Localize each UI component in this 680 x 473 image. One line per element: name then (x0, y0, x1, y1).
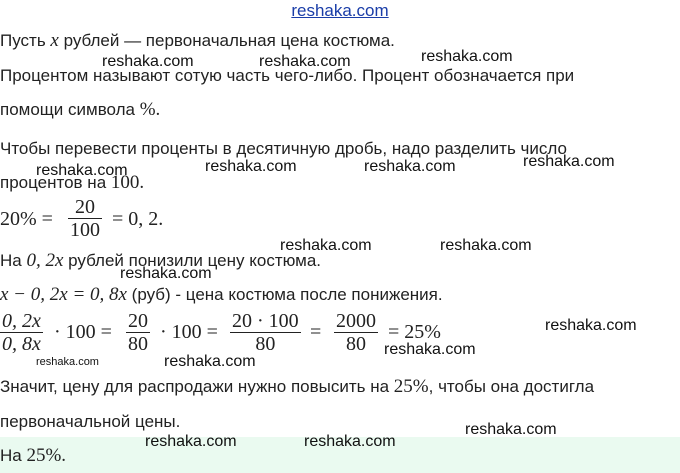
eq2-f3-numerator: 20 · 100 (232, 310, 299, 332)
watermark: reshaka.com (36, 162, 128, 179)
variable-x: x (50, 30, 59, 51)
watermark: reshaka.com (205, 158, 297, 175)
eq2-fraction-1 (0, 310, 43, 355)
intro-text-end: рублей — первоначальная цена костюма. (58, 31, 395, 50)
conclusion-text-start: Значит, цену для распродажи нужно повысить на (0, 377, 394, 396)
watermark: reshaka.com (120, 265, 212, 282)
eq2-op-3: = (310, 321, 322, 343)
eq2-fraction-4 (334, 310, 378, 355)
conclusion-line-end: первоначальной цены. (0, 412, 181, 431)
eq1-denominator: 100 (70, 219, 100, 241)
watermark: reshaka.com (384, 341, 476, 358)
percent-symbol-line (0, 100, 160, 120)
eq2-fraction-3 (230, 310, 301, 355)
hundred-value: 100. (110, 172, 145, 193)
eq2-fraction-2 (126, 310, 150, 355)
watermark: reshaka.com (259, 53, 351, 70)
new-price-text: (руб) - цена костюма после понижения. (126, 285, 443, 304)
new-price-expression: x − 0, 2x = 0, 8x (0, 284, 127, 305)
eq1-rhs: = 0, 2. (112, 208, 164, 230)
eq2-f4-numerator: 2000 (336, 310, 376, 332)
eq2-f1-denominator: 0, 8x (2, 333, 41, 355)
watermark: reshaka.com (421, 48, 513, 65)
site-link[interactable]: reshaka.com (291, 1, 389, 20)
watermark: reshaka.com (465, 421, 557, 438)
conclusion-line (0, 377, 594, 397)
eq2-f3-denominator: 80 (230, 332, 301, 355)
new-price-line (0, 285, 443, 305)
watermark: reshaka.com (145, 433, 237, 450)
eq2-op-2: · 100 = (160, 321, 218, 343)
answer-line (0, 446, 66, 466)
reduction-text-start: На (0, 251, 27, 270)
watermark: reshaka.com (280, 237, 372, 254)
answer-text: На (0, 446, 27, 465)
reduction-amount: 0, 2x (26, 250, 64, 271)
conclusion-text-end: , чтобы она достигла (428, 377, 595, 396)
answer-value: 25%. (26, 445, 67, 466)
watermark: reshaka.com (440, 237, 532, 254)
watermark: reshaka.com (545, 317, 637, 334)
eq2-op-1: · 100 = (54, 321, 112, 343)
eq2-f1-numerator: 0, 2x (2, 310, 41, 332)
watermark: reshaka.com (523, 153, 615, 170)
percent-symbol: %. (139, 99, 161, 120)
conversion-rule: Чтобы перевести проценты в десятичную дробь, надо разделить число (0, 139, 567, 158)
percent-definition: Процентом называют сотую часть чего-либо. Процент обозначается при (0, 66, 575, 85)
eq2-f4-denominator: 80 (334, 332, 378, 355)
watermark: reshaka.com (364, 158, 456, 175)
conversion-text: процентов на (0, 173, 111, 192)
intro-text-start: Пусть (0, 31, 51, 50)
eq2-f2-numerator: 20 (128, 310, 148, 332)
eq1-lhs: 20% = (0, 208, 53, 230)
reduction-text-end: рублей понизили цену костюма. (63, 251, 322, 270)
watermark: reshaka.com (36, 356, 99, 368)
watermark: reshaka.com (164, 353, 256, 370)
eq1-fraction (68, 196, 102, 241)
intro-line (0, 31, 395, 51)
eq2-result: = 25% (388, 321, 441, 343)
eq1-numerator: 20 (75, 196, 95, 218)
eq2-f2-denominator: 80 (128, 333, 148, 355)
conclusion-percent: 25% (393, 376, 429, 397)
percent-symbol-text: помощи символа (0, 100, 140, 119)
watermark: reshaka.com (102, 53, 194, 70)
watermark: reshaka.com (304, 433, 396, 450)
